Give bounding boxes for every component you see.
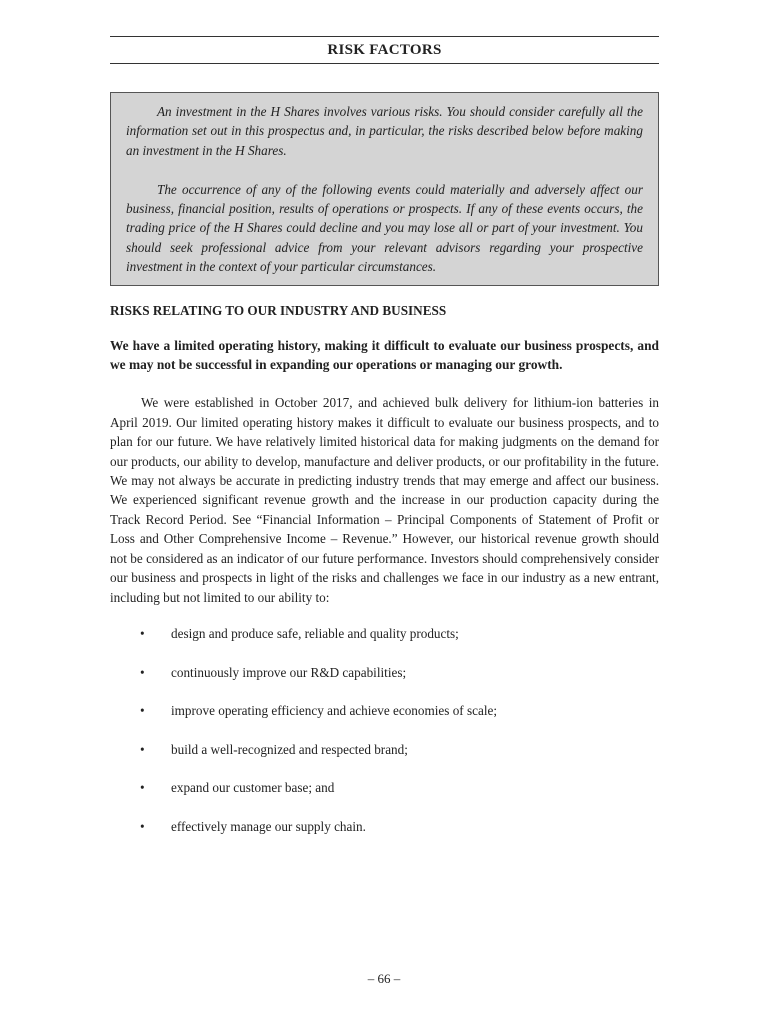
bullet-icon: • [140,780,145,796]
list-item [110,701,659,720]
list-item-text: effectively manage our supply chain. [171,818,366,834]
section-heading: RISKS RELATING TO OUR INDUSTRY AND BUSINESS [110,302,447,318]
list-item [110,817,659,836]
page-number: – 66 – [367,971,401,986]
bullet-icon: • [140,625,145,641]
list-item-text: build a well-recognized and respected brand; [171,741,408,757]
list-item [110,778,659,797]
list-item-text: improve operating efficiency and achieve economies of scale; [171,703,498,719]
bullet-icon: • [140,818,145,834]
bullet-icon: • [140,664,145,680]
body-paragraph: We were established in October 2017, and achieved bulk delivery for lithium-ion batteries in April 2019. Our limited operating history makes it difficult to evaluate our business prospects, and to plan for our future. We have relatively limited historical data for making judgments on the demand for our products, our ability to develop, manufacture and deliver products, or our profitability in the future. We may not always be accurate in predicting industry trends that may emerge and affect our business. We experienced significant revenue growth and the increase in our production capacity during the Track Record Period. See “Financial Information – Principal Components of Statement of Profit or Loss and Other Comprehensive Income – Revenue.” However, our historical revenue growth should not be considered as an indicator of our future performance. Investors should comprehensively consider our business and prospects in light of the risks and challenges we face in our industry as a new entrant, including but not limited to our ability to: [110,395,659,605]
list-item-text: continuously improve our R&D capabilities; [171,664,407,680]
list-item [110,624,659,643]
list-item-text: design and produce safe, reliable and quality products; [171,625,459,641]
page-title: RISK FACTORS [327,42,442,58]
notice-paragraph: The occurrence of any of the following events could materially and adversely affect our business, financial position, results of operations or prospects. If any of these events occurs, the trading price of the H Shares could decline and you may lose all or part of your investment. You should seek professional advice from your relevant advisors regarding your prospective investment in the context of your particular circumstances. [126,181,643,275]
page-header [110,36,659,64]
list-item [110,663,659,682]
risk-subheading: We have a limited operating history, making it difficult to evaluate our business prospects, and we may not be successful in expanding our operations or managing our growth. [110,337,659,373]
ability-list [110,624,659,836]
document-page [110,36,659,836]
bullet-icon: • [140,703,145,719]
bullet-icon: • [140,741,145,757]
risk-notice-box [110,92,659,286]
list-item-text: expand our customer base; and [171,780,335,796]
notice-paragraph: An investment in the H Shares involves various risks. You should consider carefully all the information set out in this prospectus and, in particular, the risks described below before making an investment in the H Shares. [126,104,643,158]
list-item [110,740,659,759]
